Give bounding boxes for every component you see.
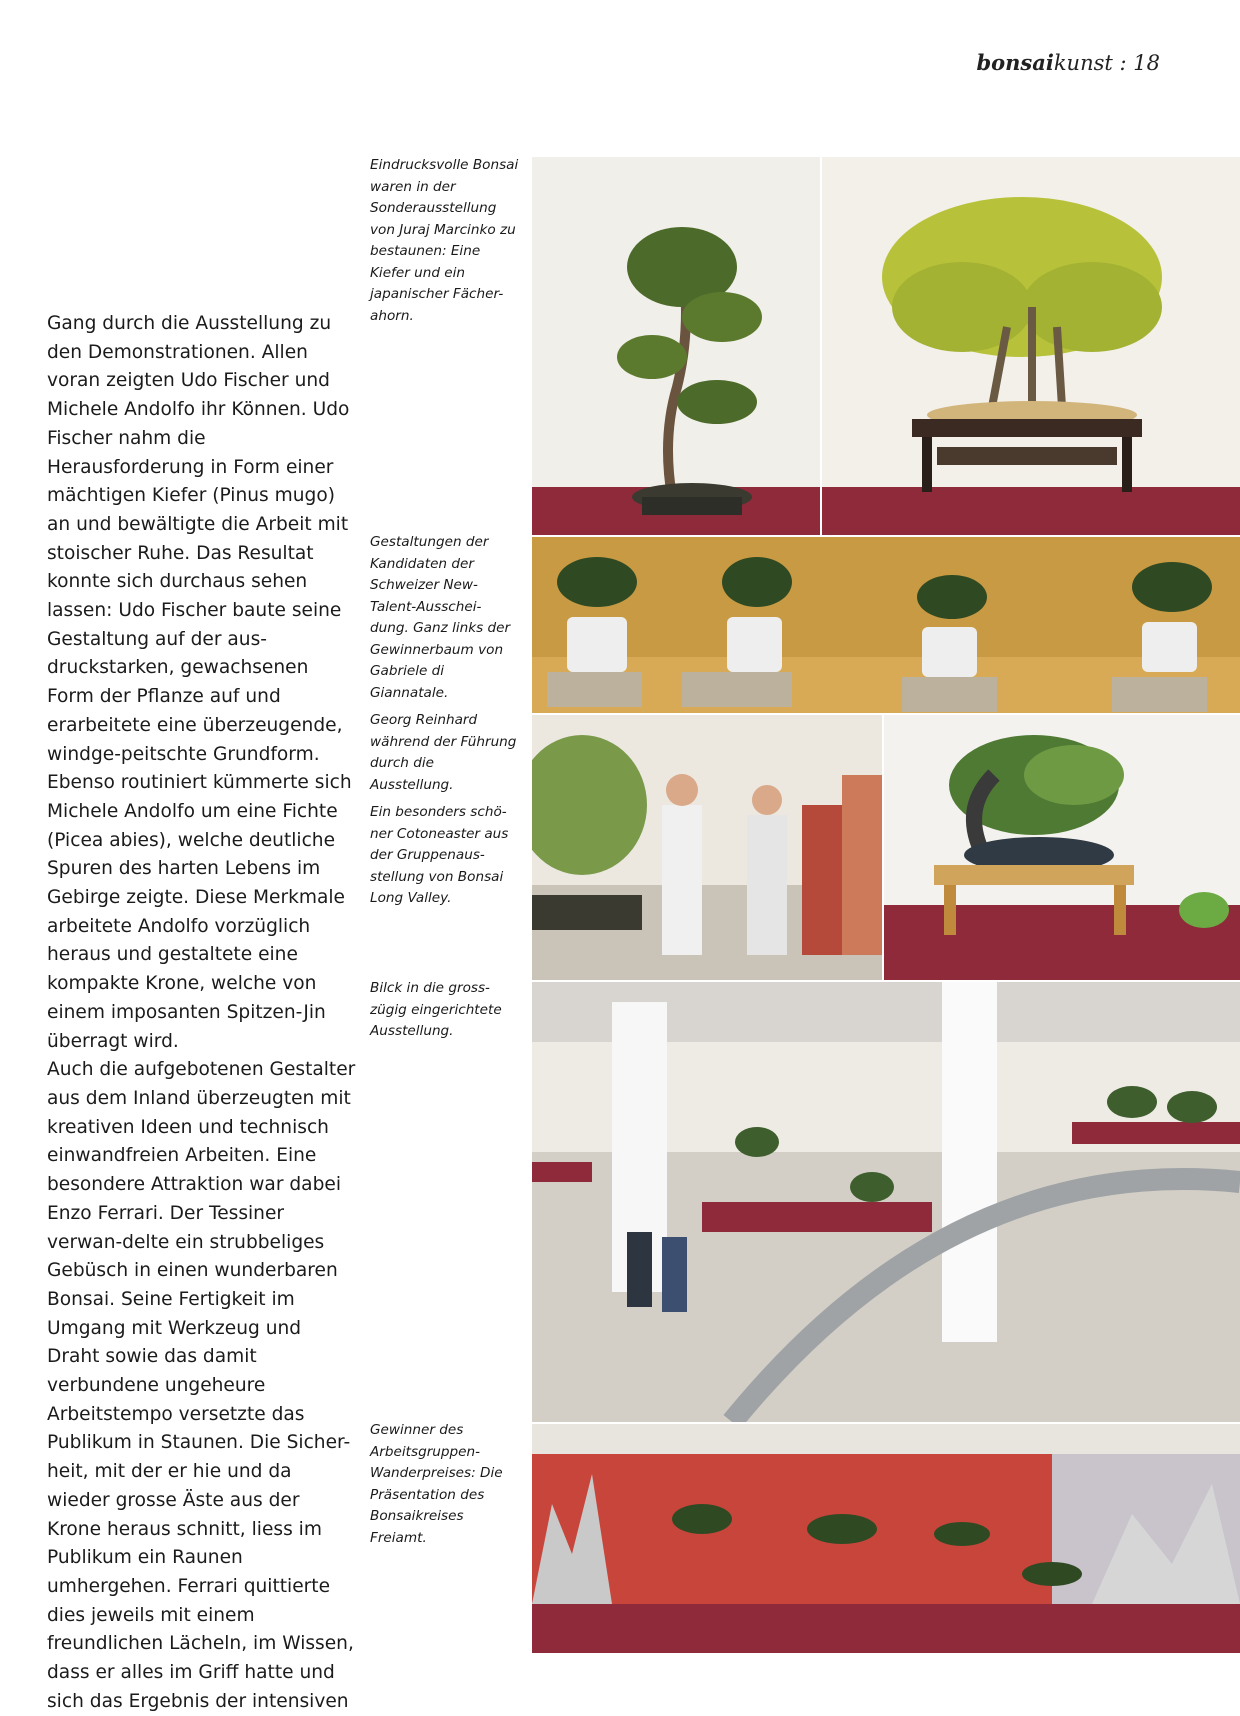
photo-group-display xyxy=(532,1424,1240,1653)
header-separator: : xyxy=(1112,51,1134,75)
article-paragraph: Auch die aufgebotenen Gestalter aus dem Inland überzeugten mit kreativen Ideen und technisch einwandfreien Arbeiten. Eine besondere Attraktion war dabei Enzo Ferrari. Der Tessiner verwan-delte ein strubbeliges Gebüsch in einen wunderbaren Bonsai. Seine Fertigkeit im Umgang mit Werkzeug und Draht sowie das damit verbundene ungeheure Arbeitstempo versetzte das Publikum in Staunen. Die Sicher-heit, mit der er hie und da wieder grosse Äste aus der Krone heraus schnitt, liess im Publikum ein Raunen umhergehen. Ferrari quittierte dies jeweils mit einem freundlichen Lächeln, im Wissen, dass er alles im Griff hatte und sich das Ergebnis der intensiven xyxy=(47,1059,356,1712)
caption-guided-tour: Georg Reinhard während der Führung durch die Ausstellung. xyxy=(370,712,517,793)
photo-guided-tour xyxy=(532,715,882,980)
photo-maple-bonsai xyxy=(822,157,1240,535)
photo-pine-bonsai xyxy=(532,157,820,535)
article-body xyxy=(47,310,357,1716)
caption-cotoneaster: Ein besonders schö-ner Cotoneaster aus der Gruppenaus-stellung von Bonsai Long Valley. xyxy=(370,804,509,906)
magazine-name-rest: kunst xyxy=(1053,51,1113,75)
caption-new-talent: Gestaltungen der Kandidaten der Schweizer New-Talent-Ausschei-dung. Ganz links der Gewinnerbaum von Gabriele di Giannatale. xyxy=(370,534,511,701)
magazine-name-bold: bonsai xyxy=(976,50,1054,75)
photo-new-talent-trees xyxy=(532,537,1240,713)
caption-exhibition-view: Bilck in die gross-zügig eingerichtete Ausstellung. xyxy=(370,980,502,1039)
page-number: 18 xyxy=(1133,51,1160,75)
caption-group-winner: Gewinner des Arbeitsgruppen-Wanderpreises: Die Präsentation des Bonsaikreises Freiamt. xyxy=(370,1422,503,1546)
caption-special-exhibition: Eindrucksvolle Bonsai waren in der Sonderausstellung von Juraj Marcinko zu bestaunen: Eine Kiefer und ein japanischer Fächer-ahorn. xyxy=(370,157,519,324)
article-paragraph: Gang durch die Ausstellung zu den Demonstrationen. Allen voran zeigten Udo Fischer und Michele Andolfo ihr Können. Udo Fischer nahm die Herausforderung in Form einer mächtigen Kiefer (Pinus mugo) an und bewältigte die Arbeit mit stoischer Ruhe. Das Resultat konnte sich durchaus sehen lassen: Udo Fischer baute seine Gestaltung auf der aus-druckstarken, gewachsenen Form der Pflanze auf und erarbeitete eine überzeugende, windge-peitschte Grundform. Ebenso routiniert kümmerte sich Michele Andolfo um eine Fichte (Picea abies), welche deutliche Spuren des harten Lebens im Gebirge zeigte. Diese Merkmale arbeitete Andolfo vorzüglich heraus und gestaltete eine kompakte Krone, welche von einem imposanten Spitzen-Jin überragt wird. xyxy=(47,313,352,1052)
photo-cotoneaster-bonsai xyxy=(884,715,1240,980)
running-header xyxy=(976,50,1160,75)
photo-exhibition-hall xyxy=(532,982,1240,1422)
